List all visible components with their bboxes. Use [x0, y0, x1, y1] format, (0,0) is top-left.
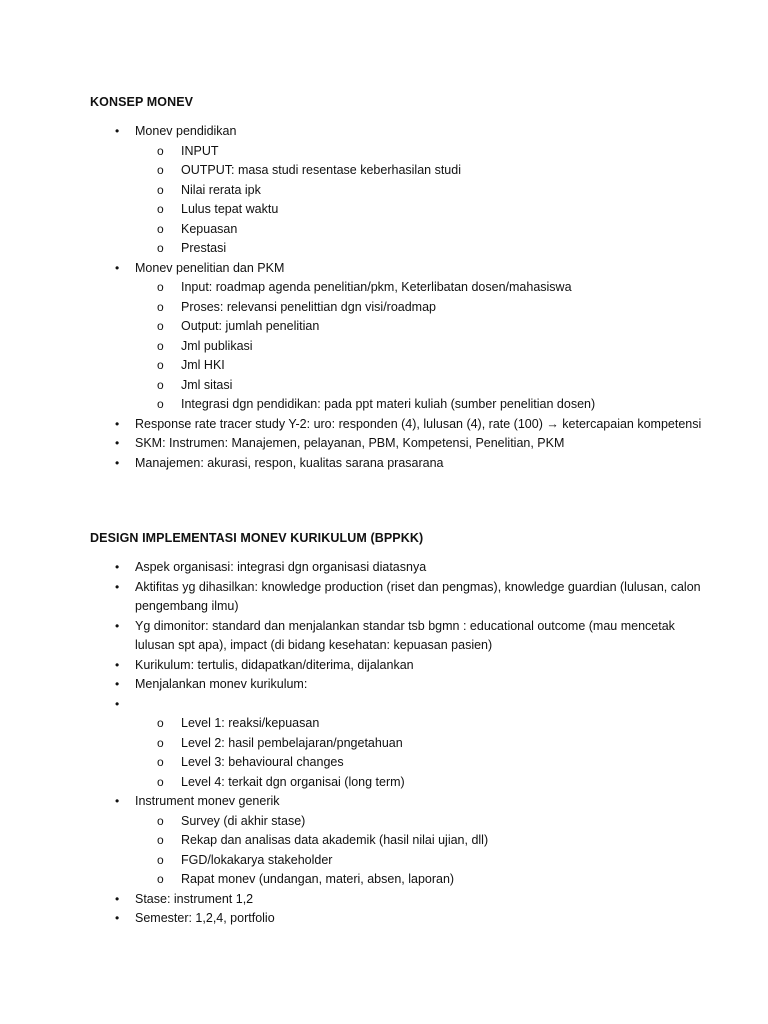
sub-list-item — [0, 337, 768, 357]
list-item-text: Aspek organisasi: integrasi dgn organisasi diatasnya — [135, 560, 427, 574]
sub-bullet-marker: o — [157, 833, 164, 847]
list-item-text: Monev penelitian dan PKM — [135, 260, 285, 275]
list-item — [0, 695, 768, 793]
sub-bullet-marker: o — [157, 813, 164, 828]
list-item-text: Monev pendidikan — [135, 124, 237, 138]
sub-bullet-marker: o — [157, 202, 164, 216]
sub-bullet-marker: o — [157, 163, 164, 177]
sub-list-item — [0, 298, 768, 318]
sub-list-item-text: Rekap dan analisas data akademik (hasil nilai ujian, dll) — [181, 833, 489, 847]
section-2-title: DESIGN IMPLEMENTASI MONEV KURIKULUM (BPPKK) — [90, 531, 424, 545]
sub-bullet-marker: o — [157, 755, 164, 769]
sub-list — [0, 812, 768, 890]
sub-bullet-marker: o — [157, 358, 164, 372]
sub-list-item-text: Level 1: reaksi/kepuasan — [181, 716, 320, 730]
sub-list-item-text: FGD/lokakarya stakeholder — [181, 852, 333, 867]
sub-list-item — [0, 220, 768, 240]
sub-bullet-marker: o — [157, 377, 164, 392]
list-item-text: SKM: Instrumen: Manajemen, pelayanan, PBM, Kompetensi, Penelitian, PKM — [135, 436, 565, 450]
sub-list-item — [0, 812, 768, 832]
sub-bullet-marker: o — [157, 241, 164, 255]
sub-list-item-text: Level 4: terkait dgn organisai (long term) — [181, 774, 405, 789]
sub-list-item — [0, 200, 768, 220]
sub-bullet-marker: o — [157, 221, 164, 236]
sub-list-item — [0, 851, 768, 871]
bullet-marker: • — [115, 657, 120, 672]
sub-list-item — [0, 773, 768, 793]
sub-list-item — [0, 376, 768, 396]
sub-list-item-text: Level 3: behavioural changes — [181, 755, 344, 769]
bullet-marker: • — [115, 260, 120, 275]
sub-list-item — [0, 142, 768, 162]
sub-list-item — [0, 278, 768, 298]
list-item — [0, 890, 768, 910]
sub-bullet-marker: o — [157, 143, 164, 158]
list-item-text: Aktifitas yg dihasilkan: knowledge production (riset dan pengmas), knowledge guardian (lulusan, calon pengembang ilmu) — [135, 579, 701, 613]
list-item — [0, 578, 768, 617]
sub-list-item-text: Jml sitasi — [181, 377, 233, 392]
list-item-text — [135, 695, 715, 715]
section-2-list — [0, 558, 768, 929]
sub-list-item-text: Lulus tepat waktu — [181, 202, 279, 216]
sub-list-item-text: Level 2: hasil pembelajaran/pngetahuan — [181, 735, 403, 750]
sub-list-item-text: Input: roadmap agenda penelitian/pkm, Keterlibatan dosen/mahasiswa — [181, 280, 572, 294]
sub-list-item-text: Jml publikasi — [181, 338, 253, 353]
list-item-text: Kurikulum: tertulis, didapatkan/diterima, dijalankan — [135, 657, 414, 672]
sub-list-item-text: Survey (di akhir stase) — [181, 813, 306, 828]
sub-list-item-text: Rapat monev (undangan, materi, absen, laporan) — [181, 872, 455, 886]
list-item — [0, 454, 768, 474]
list-item — [0, 675, 768, 695]
bullet-marker: • — [115, 911, 120, 925]
list-item — [0, 617, 768, 656]
list-item-text: Semester: 1,2,4, portfolio — [135, 911, 275, 925]
list-item-text: Yg dimonitor: standard dan menjalankan standar tsb bgmn : educational outcome (mau mencetak lulusan spt apa), impact (di bidang kesehatan: kepuasan pasien) — [135, 618, 675, 652]
bullet-marker: • — [115, 416, 120, 431]
list-item — [0, 434, 768, 454]
list-item — [0, 259, 768, 415]
sub-bullet-marker: o — [157, 280, 164, 294]
sub-list-item — [0, 714, 768, 734]
sub-bullet-marker: o — [157, 852, 164, 867]
list-item-text: Menjalankan monev kurikulum: — [135, 677, 308, 691]
sub-list-item-text: Prestasi — [181, 241, 227, 255]
list-item-text: Instrument monev generik — [135, 794, 280, 808]
sub-list-item — [0, 831, 768, 851]
bullet-marker: • — [115, 124, 120, 138]
sub-bullet-marker: o — [157, 397, 164, 411]
sub-bullet-marker: o — [157, 716, 164, 730]
sub-list-item-text: Kepuasan — [181, 221, 238, 236]
sub-list-item-text: Output: jumlah penelitian — [181, 319, 320, 333]
bullet-marker: • — [115, 618, 120, 633]
list-item — [0, 792, 768, 890]
list-item — [0, 122, 768, 259]
sub-bullet-marker: o — [157, 735, 164, 750]
sub-bullet-marker: o — [157, 319, 164, 333]
sub-bullet-marker: o — [157, 338, 164, 353]
sub-list-item — [0, 870, 768, 890]
bullet-marker: • — [115, 560, 120, 574]
sub-bullet-marker: o — [157, 872, 164, 886]
bullet-marker: • — [115, 436, 120, 450]
sub-list — [0, 714, 768, 792]
sub-list-item-text: Proses: relevansi penelittian dgn visi/roadmap — [181, 299, 436, 314]
sub-list-item — [0, 356, 768, 376]
sub-list-item — [0, 239, 768, 259]
sub-list-item-text: Nilai rerata ipk — [181, 182, 261, 197]
section-1-list — [0, 122, 768, 473]
sub-list-item — [0, 734, 768, 754]
sub-bullet-marker: o — [157, 182, 164, 197]
sub-bullet-marker: o — [157, 299, 164, 314]
list-item — [0, 909, 768, 929]
bullet-marker: • — [115, 891, 120, 906]
sub-bullet-marker: o — [157, 774, 164, 789]
bullet-marker: • — [115, 579, 120, 594]
sub-list — [0, 278, 768, 415]
bullet-marker: • — [115, 696, 120, 711]
sub-list-item — [0, 181, 768, 201]
list-item — [0, 656, 768, 676]
list-item-text: Response rate tracer study Y-2: uro: responden (4), lulusan (4), rate (100) → ketercapaian kompetensi — [135, 416, 702, 431]
sub-list-item — [0, 395, 768, 415]
bullet-marker: • — [115, 794, 120, 808]
list-item — [0, 558, 768, 578]
list-item — [0, 415, 768, 435]
sub-list — [0, 142, 768, 259]
bullet-marker: • — [115, 455, 120, 470]
list-item-text: Stase: instrument 1,2 — [135, 891, 254, 906]
sub-list-item-text: Jml HKI — [181, 358, 225, 372]
sub-list-item-text: INPUT — [181, 143, 219, 158]
sub-list-item-text: Integrasi dgn pendidikan: pada ppt materi kuliah (sumber penelitian dosen) — [181, 397, 596, 411]
sub-list-item-text: OUTPUT: masa studi resentase keberhasilan studi — [181, 163, 461, 177]
section-1-title: KONSEP MONEV — [90, 95, 194, 109]
list-item-text: Manajemen: akurasi, respon, kualitas sarana prasarana — [135, 455, 444, 470]
sub-list-item — [0, 161, 768, 181]
bullet-marker: • — [115, 677, 120, 691]
sub-list-item — [0, 317, 768, 337]
sub-list-item — [0, 753, 768, 773]
